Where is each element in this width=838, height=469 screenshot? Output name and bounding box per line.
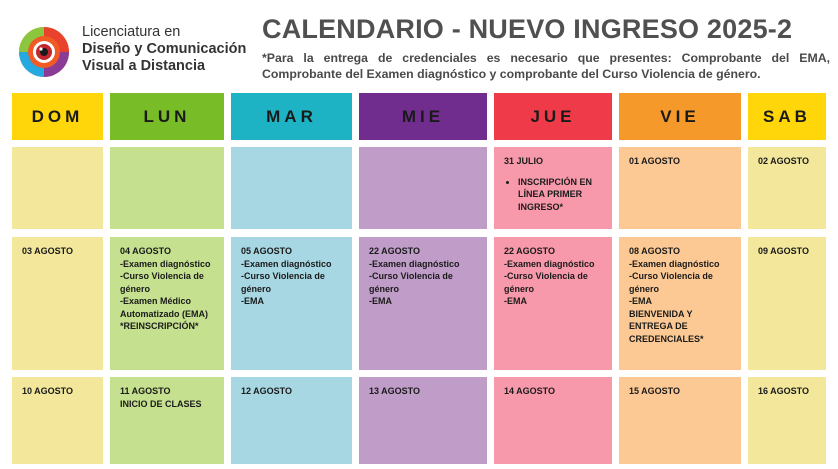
event-line: -Curso Violencia de género <box>120 271 204 294</box>
program-brand <box>82 24 246 75</box>
event-line: -Examen diagnóstico <box>504 258 595 269</box>
event-line: -Examen diagnóstico <box>369 258 460 269</box>
day-cell <box>231 237 352 370</box>
day-cell <box>619 237 741 370</box>
brand-line-3: Visual a Distancia <box>82 58 206 74</box>
day-cell <box>12 147 103 229</box>
brand-line-2: Diseño y Comunicación <box>82 41 247 57</box>
day-date: 14 AGOSTO <box>504 386 556 396</box>
event-line: -EMA <box>504 296 527 306</box>
event-line: *REINSCRIPCIÓN* <box>120 321 199 331</box>
credentials-note: *Para la entrega de credenciales es necesario que presentes: Comprobante del EMA, Comprobante del Examen diagnóstico y comprobante del Curso Violencia de género. <box>262 51 830 81</box>
day-header-jue: JUE <box>494 93 612 140</box>
event-line: -Examen Médico Automatizado (EMA) <box>120 296 208 319</box>
day-date: 04 AGOSTO <box>120 246 172 256</box>
eye-logo-icon <box>18 26 70 78</box>
event-bullet: • INSCRIPCIÓN EN LÍNEA PRIMER INGRESO* <box>518 176 604 214</box>
day-date: 05 AGOSTO <box>241 246 293 256</box>
event-line: -Examen diagnóstico <box>629 258 720 269</box>
day-date: 03 AGOSTO <box>22 246 74 256</box>
day-cell <box>359 237 487 370</box>
day-cell <box>110 147 224 229</box>
day-cell <box>359 377 487 464</box>
day-date: 31 JULIO <box>504 156 544 166</box>
day-cell <box>12 237 103 370</box>
day-date: 09 AGOSTO <box>758 246 810 256</box>
event-line: -EMA <box>629 296 652 306</box>
event-line: -Examen diagnóstico <box>120 258 211 269</box>
day-header-mie: MIE <box>359 93 487 140</box>
day-cell <box>12 377 103 464</box>
event-line: -Curso Violencia de género <box>241 271 325 294</box>
day-date: 22 AGOSTO <box>369 246 421 256</box>
event-list <box>518 176 604 214</box>
day-cell <box>110 237 224 370</box>
event-line: -EMA <box>369 296 392 306</box>
day-cell <box>494 147 612 229</box>
page-title: CALENDARIO - NUEVO INGRESO 2025-2 <box>262 14 793 44</box>
day-header-dom: DOM <box>12 93 103 140</box>
day-date: 15 AGOSTO <box>629 386 681 396</box>
day-date: 22 AGOSTO <box>504 246 556 256</box>
day-cell <box>748 237 826 370</box>
day-cell <box>231 147 352 229</box>
day-header-mar: MAR <box>231 93 352 140</box>
brand-line-1: Licenciatura en <box>82 24 181 40</box>
day-date: 01 AGOSTO <box>629 156 681 166</box>
event-line: INICIO DE CLASES <box>120 398 202 409</box>
day-cell <box>619 147 741 229</box>
day-date: 08 AGOSTO <box>629 246 681 256</box>
day-cell <box>494 237 612 370</box>
day-date: 12 AGOSTO <box>241 386 293 396</box>
day-cell <box>231 377 352 464</box>
day-date: 11 AGOSTO <box>120 386 171 396</box>
day-date: 16 AGOSTO <box>758 386 810 396</box>
day-header-vie: VIE <box>619 93 741 140</box>
day-header-sab: SAB <box>748 93 826 140</box>
day-cell <box>748 377 826 464</box>
day-cell <box>748 147 826 229</box>
event-line: BIENVENIDA Y ENTREGA DE CREDENCIALES* <box>629 308 704 344</box>
event-line: -Examen diagnóstico <box>241 258 332 269</box>
event-line: -Curso Violencia de género <box>629 271 713 294</box>
day-cell <box>619 377 741 464</box>
event-line: -Curso Violencia de género <box>504 271 588 294</box>
day-cell <box>110 377 224 464</box>
day-date: 10 AGOSTO <box>22 386 74 396</box>
day-header-lun: LUN <box>110 93 224 140</box>
day-cell <box>359 147 487 229</box>
day-cell <box>494 377 612 464</box>
event-line: -EMA <box>241 296 264 306</box>
event-line: -Curso Violencia de género <box>369 271 453 294</box>
day-date: 13 AGOSTO <box>369 386 421 396</box>
day-date: 02 AGOSTO <box>758 156 810 166</box>
